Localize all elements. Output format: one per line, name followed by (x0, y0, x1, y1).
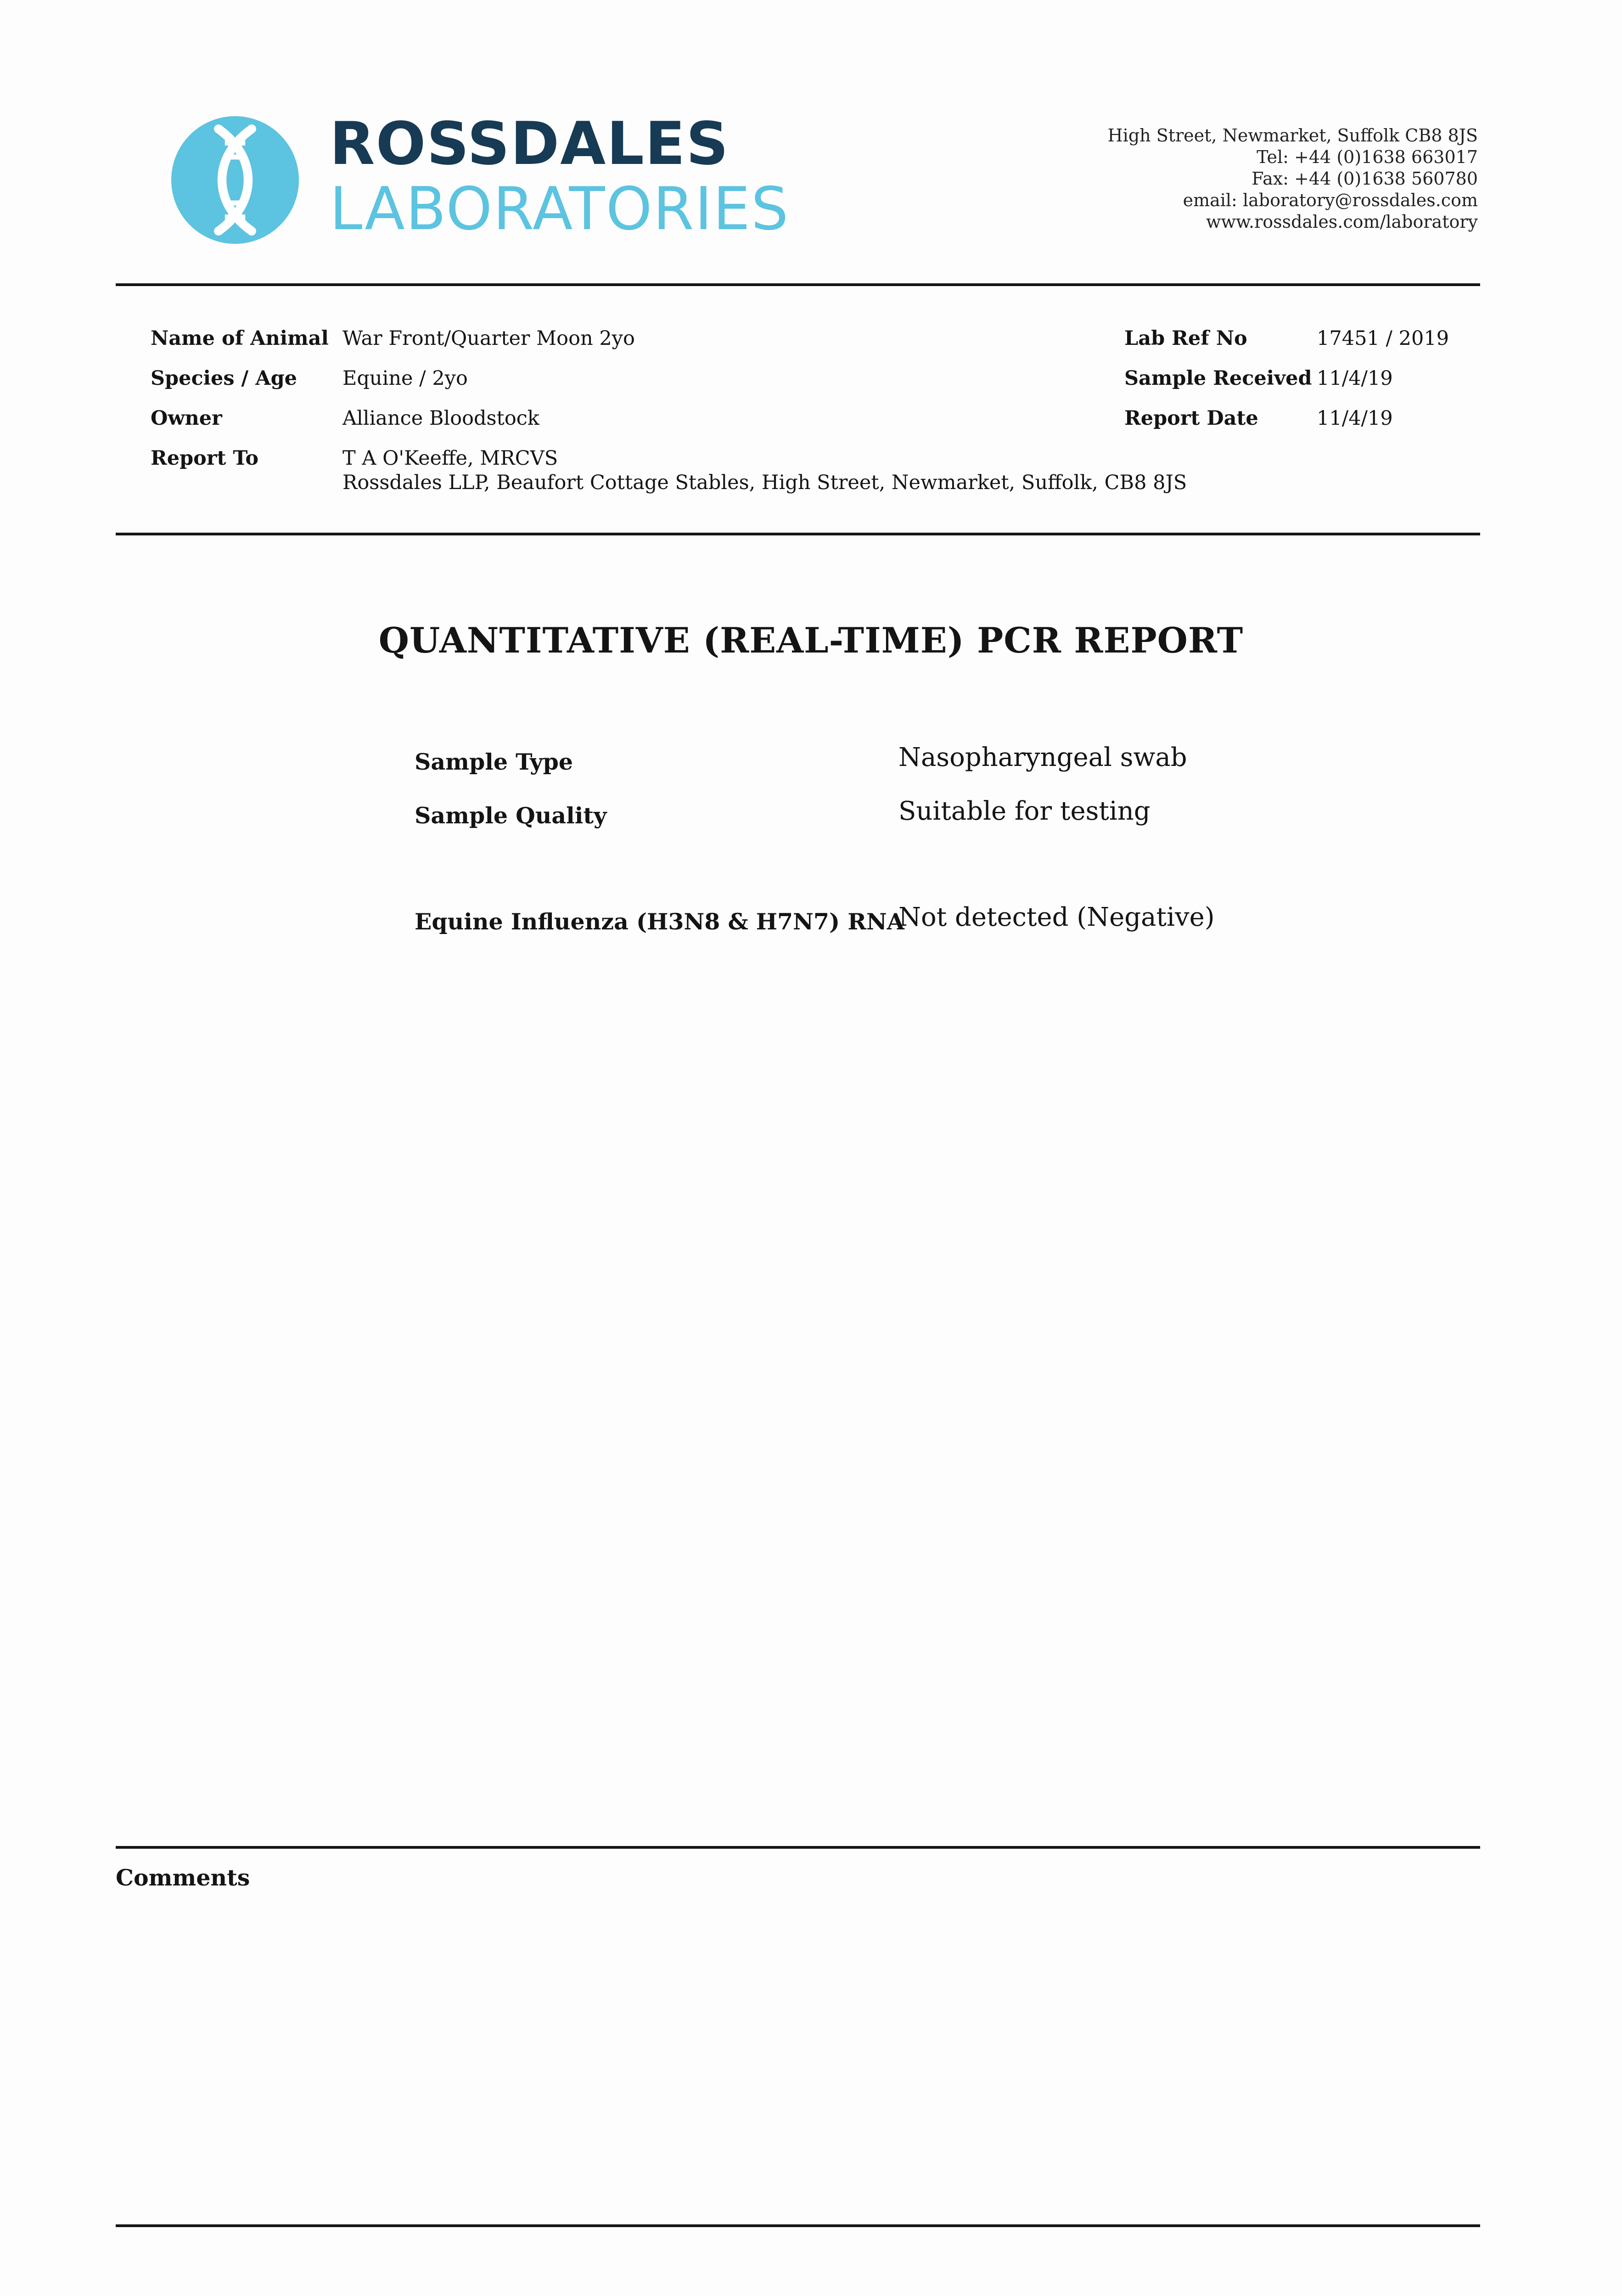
animal-name-label: Name of Animal (151, 327, 329, 350)
lab-email: email: laboratory@rossdales.com (1183, 190, 1478, 210)
species-age-label: Species / Age (151, 367, 297, 390)
sample-quality-value: Suitable for testing (898, 796, 1151, 826)
dna-helix-icon (171, 116, 299, 244)
equine-influenza-result: Not detected (Negative) (898, 902, 1215, 932)
sample-type-label: Sample Type (415, 748, 573, 775)
species-age-value: Equine / 2yo (342, 367, 468, 390)
sample-received-label: Sample Received (1124, 367, 1312, 390)
report-title: QUANTITATIVE (REAL-TIME) PCR REPORT (378, 620, 1244, 661)
lab-contact-block (1108, 125, 1478, 233)
details-divider (116, 533, 1480, 535)
lab-fax: Fax: +44 (0)1638 560780 (1252, 169, 1478, 189)
comments-label: Comments (116, 1864, 250, 1891)
lab-ref-value: 17451 / 2019 (1317, 327, 1449, 350)
sample-quality-label: Sample Quality (415, 802, 607, 829)
owner-value: Alliance Bloodstock (342, 407, 539, 430)
report-to-line1: T A O'Keeffe, MRCVS (342, 447, 558, 470)
sample-received-value: 11/4/19 (1317, 367, 1393, 390)
equine-influenza-label: Equine Influenza (H3N8 & H7N7) RNA (415, 908, 904, 935)
report-to-line2: Rossdales LLP, Beaufort Cottage Stables, High Street, Newmarket, Suffolk, CB8 8JS (342, 471, 1187, 494)
lab-website: www.rossdales.com/laboratory (1206, 212, 1478, 232)
comments-divider (116, 1846, 1480, 1849)
header-divider (116, 283, 1480, 286)
sample-type-value: Nasopharyngeal swab (898, 743, 1187, 772)
lab-ref-label: Lab Ref No (1124, 327, 1247, 350)
animal-name-value: War Front/Quarter Moon 2yo (342, 327, 635, 350)
report-to-label: Report To (151, 447, 259, 470)
brand-name-line2: LABORATORIES (330, 175, 790, 243)
report-date-value: 11/4/19 (1317, 407, 1393, 430)
report-date-label: Report Date (1124, 407, 1258, 430)
lab-address: High Street, Newmarket, Suffolk CB8 8JS (1107, 125, 1478, 146)
brand-name-line1: ROSSDALES (330, 110, 730, 178)
lab-tel: Tel: +44 (0)1638 663017 (1257, 147, 1478, 167)
owner-label: Owner (151, 407, 222, 430)
footer-divider (116, 2224, 1480, 2227)
